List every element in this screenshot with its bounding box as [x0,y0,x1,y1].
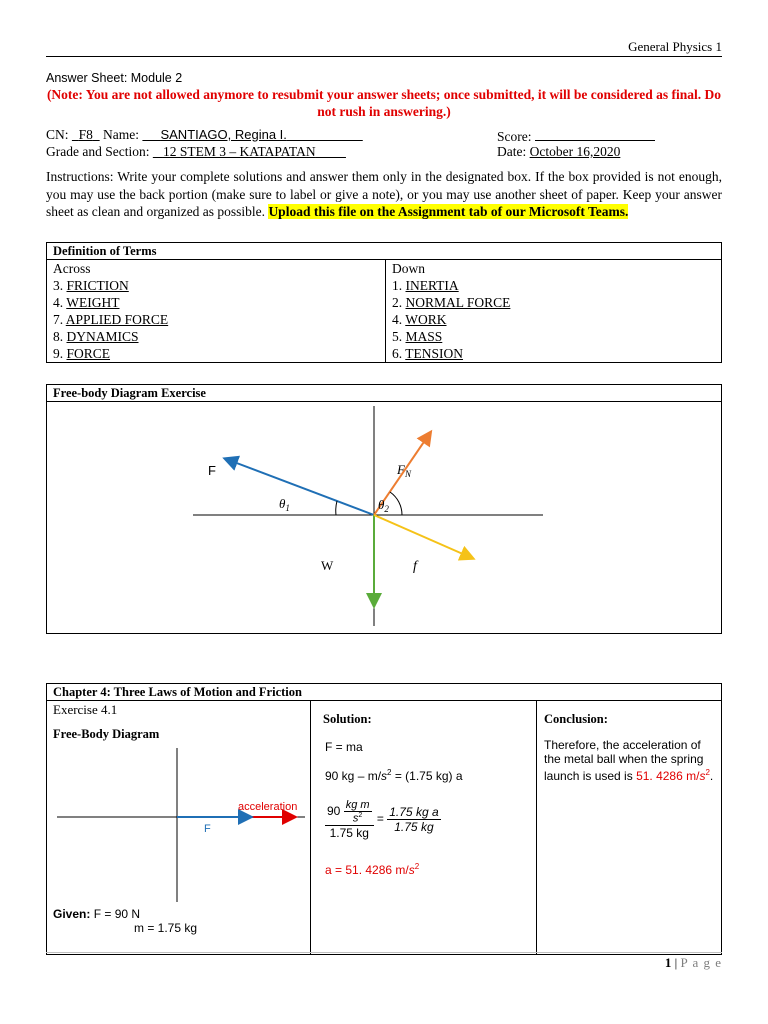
down-item: 2. NORMAL FORCE [392,295,511,310]
free-body-diagram [47,402,721,633]
across-column [47,260,386,363]
applied-force-vector [226,459,374,515]
down-label: Down [392,261,425,276]
down-item: 5. MASS [392,329,443,344]
given-line-1: Given: F = 90 N [53,907,141,921]
equation-1: F = ma [325,740,363,754]
across-item: 9. FORCE [53,346,111,361]
label-friction: f [413,559,417,574]
conclusion-text: Therefore, the acceleration of the metal ball when the spring launch is used is 51. 4286 $m/s^2$. [544,738,714,783]
grade-value: 12 STEM 3 – KATAPATAN [162,144,316,159]
cn-row [46,127,363,143]
equation-3: 90 $\frac{\text{kg m}}{s^2}$ 1.75 kg = $\frac{\text{1.75 kg a}}{1.75 kg}$ [327,799,439,840]
equation-2: 90 kg – $m/s^2 = (1.75$ kg) a [325,768,463,783]
theta1-arc [336,501,337,515]
cn-label: CN: [46,127,69,142]
date-label: Date: [497,144,527,159]
theta2-arc [390,492,402,515]
across-label: Across [53,261,91,276]
chapter-title: Chapter 4: Three Laws of Motion and Friction [47,684,721,701]
footer-divider [46,952,722,953]
chapter4-box [46,683,722,955]
friction-vector [374,515,472,558]
across-item: 8. DYNAMICS [53,329,139,344]
date-row [497,144,620,160]
across-item: 3. FRICTION [53,278,129,293]
conclusion-label: Conclusion: [544,712,608,726]
date-value: October 16,2020 [529,144,621,159]
exercise-label: Exercise 4.1 [53,702,118,717]
page-footer: 1 | P a g e [664,955,722,970]
grade-label: Grade and Section: [46,144,150,159]
terms-title: Definition of Terms [47,243,722,260]
grade-row [46,144,346,160]
label-applied-force: F [208,463,216,478]
name-value: SANTIAGO, Regina I. [160,127,287,142]
column-divider [536,701,537,954]
fbd-label: Free-Body Diagram [53,727,160,741]
score-label: Score: [497,129,532,144]
label-weight: W [321,558,334,573]
down-item: 1. INERTIA [392,278,459,293]
given-line-2: m = 1.75 kg [134,921,198,935]
score-field [535,127,655,141]
upload-instruction: Upload this file on the Assignment tab of our Microsoft Teams. [268,204,629,219]
cn-value: F8 [78,127,93,142]
solution-label: Solution: [323,712,372,726]
down-column [386,260,722,363]
down-item: 4. WORK [392,312,447,327]
free-body-diagram-box [46,384,722,634]
instructions: Instructions: Write your complete solutions and answer them only in the designated box. If the box provided is not enough, you may use the back portion (make sure to label or give a note), or you may use another sheet of paper. Keep your answer sheet as clean and organized as possible. Upload this file on the Assignment tab of our Microsoft Teams. [46,169,722,219]
exercise-free-body-diagram [47,744,309,934]
label-normal-force: $F_N$ [397,462,411,479]
label-theta1: $\theta_1$ [279,496,290,513]
across-item: 4. WEIGHT [53,295,120,310]
fbd-title: Free-body Diagram Exercise [47,385,721,402]
acceleration-label: acceleration [238,801,298,813]
course-header: General Physics 1 [628,39,722,54]
header-divider [46,56,722,57]
sheet-title: Answer Sheet: Module 2 [46,71,183,85]
submission-note: (Note: You are not allowed anymore to resubmit your answer sheets; once submitted, it will be considered as final. Do not rush in answering.) [46,87,722,119]
label-theta2: $\theta_2$ [378,497,389,514]
name-label: Name: [103,127,140,142]
column-divider [310,701,311,954]
down-item: 6. TENSION [392,346,464,361]
across-item: 7. APPLIED FORCE [53,312,169,327]
definition-of-terms-table [46,242,722,363]
score-row [497,127,655,145]
answer-line: a = 51. 4286 $m/s^2$ [325,862,420,877]
force-label: F [204,823,211,835]
